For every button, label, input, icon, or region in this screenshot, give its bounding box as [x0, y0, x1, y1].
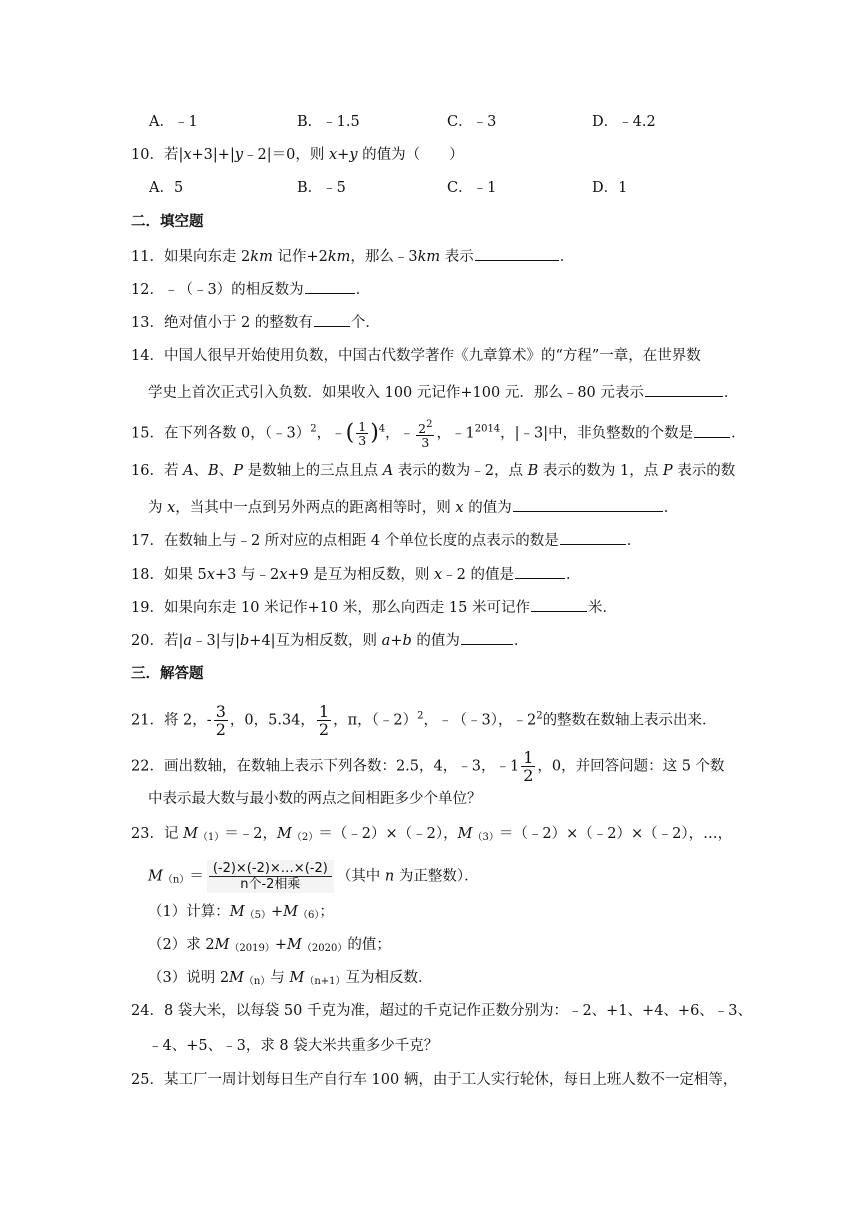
answer-blank[interactable] — [314, 312, 350, 327]
answer-blank[interactable] — [645, 382, 723, 397]
question-14-line-1: 14．中国人很早开始使用负数，中国古代数学著作《九章算术》的“方程”一章，在世界数 — [131, 348, 701, 364]
answer-blank[interactable] — [513, 497, 663, 512]
fraction: $\frac{1}{3}$ — [358, 419, 367, 448]
question-16-line-2: 为 x，当其中一点到另外两点的距离相等时，则 x 的值为 ． — [148, 497, 678, 518]
question-24-line-2: ﹣4、+5、﹣3，求 8 袋大米共重多少千克？ — [148, 1038, 439, 1054]
option-c: C．﹣1 — [447, 180, 497, 196]
question-23-part-2: （2）求 $2M_{(2019)}+M_{(2020)}$的值； — [148, 937, 391, 954]
question-20: 20．若|a﹣3|与|b+4|互为相反数，则 a+b 的值为 ． — [131, 630, 528, 651]
q10-options — [149, 178, 749, 198]
answer-blank[interactable] — [694, 423, 730, 438]
question-14-line-2: 学史上首次正式引入负数．如果收入 100 元记作+100 元．那么﹣80 元表示 ． — [148, 382, 738, 403]
option-c: C．﹣3 — [447, 114, 497, 130]
fraction: $\frac{1}{2}$ — [523, 748, 534, 785]
question-24-line-1: 24．8 袋大米，以每袋 50 千克为准，超过的千克记作正数分别为：﹣2、+1、+4、+6、﹣3、 — [131, 1003, 753, 1019]
question-12: 12．﹣（﹣3）的相反数为 ． — [131, 279, 370, 300]
answer-blank[interactable] — [515, 564, 565, 579]
answer-blank[interactable] — [461, 630, 513, 645]
question-18: 18．如果 5x+3 与﹣2x+9 是互为相反数，则 x﹣2 的值是 ． — [131, 564, 581, 585]
option-a: A．﹣1 — [149, 114, 198, 130]
question-23-part-3: （3）说明 $2M_{(n)}$与 $M_{(n+1)}$互为相反数． — [148, 970, 433, 987]
question-23-line-2: $M_{(n)}=$ (-2)×(-2)×…×(-2) n个-2相乘 （其中 n 为正整数）． — [148, 861, 479, 892]
question-17: 17．在数轴上与﹣2 所对应的点相距 4 个单位长度的点表示的数是 ． — [131, 530, 641, 551]
option-b: B．﹣1.5 — [297, 114, 360, 130]
answer-blank[interactable] — [475, 246, 559, 261]
fraction: $\frac{3}{2}$ — [215, 702, 226, 739]
question-25-line-1: 25．某工厂一周计划每日生产自行车 100 辆，由于工人实行轮休，每日上班人数不一定相等， — [131, 1072, 738, 1088]
question-11: 11．如果向东走 2km 记作+2km，那么﹣3km 表示 ． — [131, 246, 574, 267]
question-15: 15．在下列各数 0，（﹣3）$^2$，﹣( $\frac{1}{3}$ )$^4$，﹣ $\frac{2^2}{3}$ ，$﹣1^{2014}$，|﹣3|中，非负整数的个数是 ． — [131, 419, 746, 450]
question-10: 10．若|x+3|+|y﹣2|＝0，则 x+y 的值为（ ） — [131, 147, 464, 163]
fraction: $\frac{1}{2}$ — [318, 702, 330, 739]
question-22-line-2: 中表示最大数与最小数的两点之间相距多少个单位？ — [148, 791, 482, 807]
option-b: B．﹣5 — [297, 180, 346, 196]
product-fraction: (-2)×(-2)×…×(-2) n个-2相乘 — [207, 860, 334, 893]
section-heading-solve: 三．解答题 — [131, 665, 204, 682]
question-23-line-1: 23．记 $M_{(1)}=﹣2$，$M_{(2)}=(﹣2)\times(﹣2)$，$M_{(3)}=(﹣2)\times(﹣2)\times(﹣2)$，…， — [131, 826, 733, 843]
section-heading-fill-in: 二．填空题 — [131, 213, 204, 230]
question-23-part-1: （1）计算：$M_{(5)}+M_{(6)}$； — [148, 904, 334, 921]
question-19: 19．如果向东走 10 米记作+10 米，那么向西走 15 米可记作 米． — [131, 597, 617, 618]
option-a: A．5 — [149, 180, 184, 196]
option-d: D．1 — [592, 180, 628, 196]
question-22-line-1: 22．画出数轴，在数轴上表示下列各数：2.5，4，﹣3，﹣1 $\frac{1}{2}$ ，0，并回答问题：这 5 个数 — [131, 748, 725, 785]
q9-options — [149, 112, 749, 132]
question-16-line-1: 16．若 A、B、P 是数轴上的三点且点 A 表示的数为﹣2，点 B 表示的数为 1，点 P 表示的数 — [131, 463, 736, 479]
answer-blank[interactable] — [305, 279, 355, 294]
question-21: 21．将 2，- $\frac{3}{2}$ ，0，5.34， $\frac{1}{2}$ ，π，（﹣2）$^2$，﹣（﹣3），$﹣2^2$的整数在数轴上表示出来． — [131, 702, 717, 739]
question-13: 13．绝对值小于 2 的整数有 个． — [131, 312, 380, 333]
fraction: $\frac{2^2}{3}$ — [418, 419, 433, 450]
option-d: D．﹣4.2 — [592, 114, 656, 130]
answer-blank[interactable] — [560, 530, 626, 545]
answer-blank[interactable] — [531, 597, 587, 612]
